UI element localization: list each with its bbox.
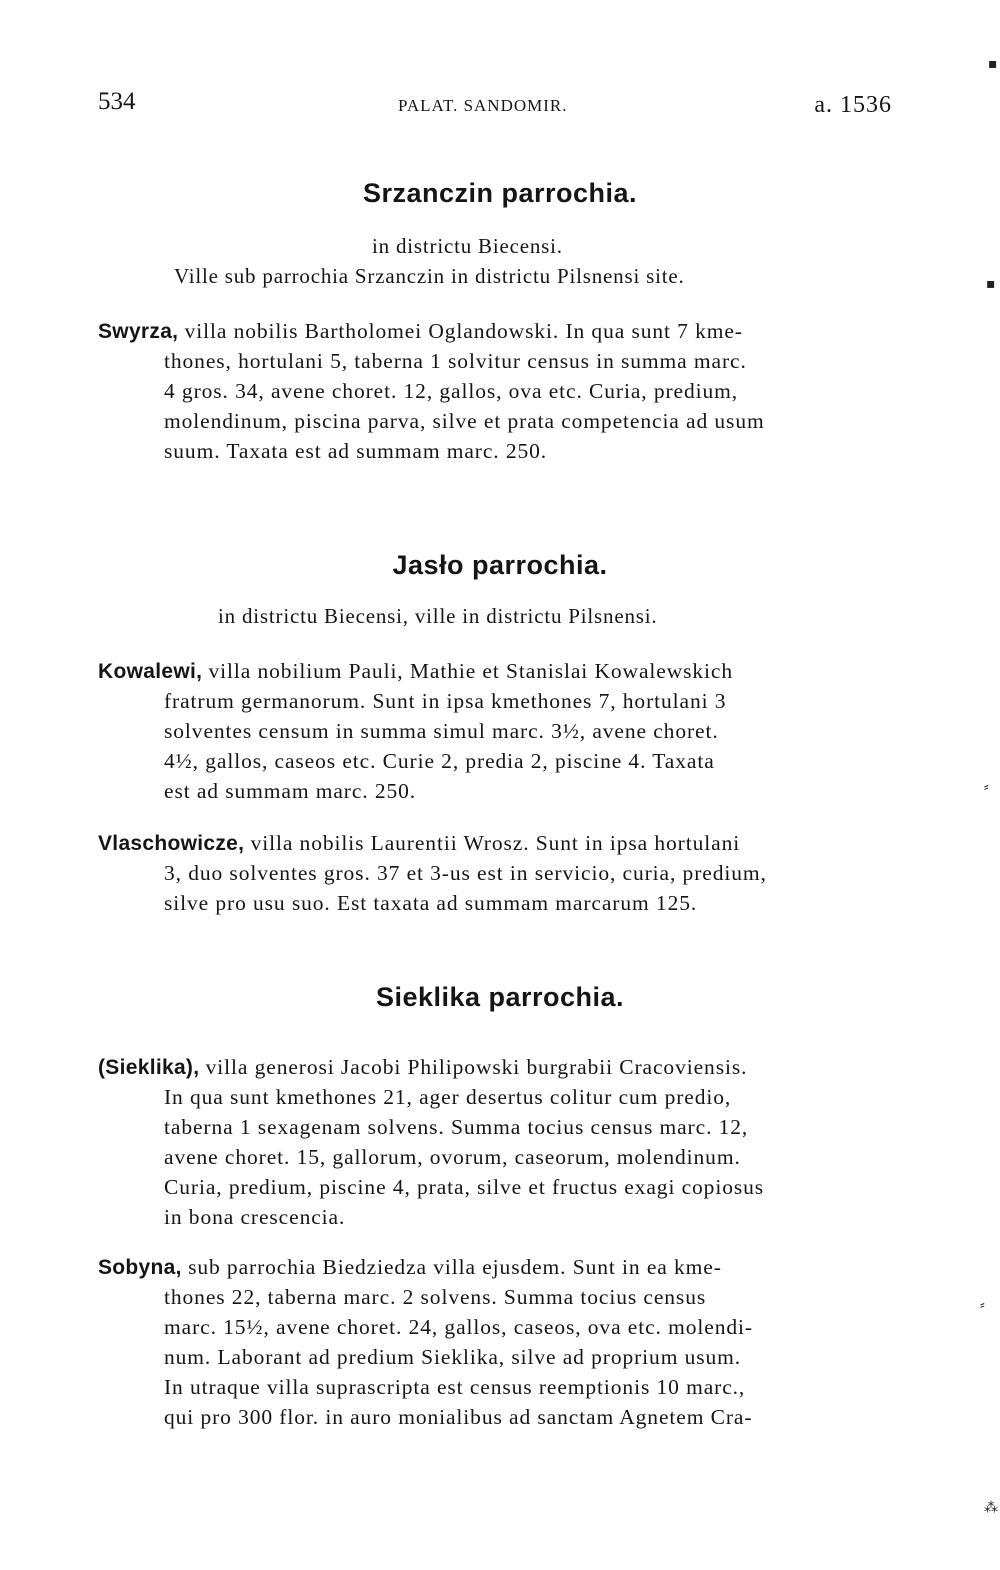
entry-line: 3, duo solventes gros. 37 et 3-us est in servicio, curia, predium, [164, 861, 767, 885]
section-subline: in districtu Biecensi. [372, 234, 563, 258]
scan-mark: ⸗ [980, 1297, 985, 1313]
entry-swyrza [98, 316, 888, 466]
entry-line: In qua sunt kmethones 21, ager desertus colitur cum predio, [164, 1085, 732, 1109]
entry-line: 4 gros. 34, avene choret. 12, gallos, ova etc. Curia, predium, [164, 379, 739, 403]
page-number: 534 [98, 88, 136, 115]
entry-line [98, 1252, 888, 1282]
scan-mark: ▪ [988, 56, 998, 72]
entry-line: thones, hortulani 5, taberna 1 solvitur census in summa marc. [164, 349, 747, 373]
entry-sobyna [98, 1252, 888, 1432]
entry-term: (Sieklika), [98, 1056, 200, 1079]
running-title: PALAT. SANDOMIR. [398, 96, 568, 115]
entry-vlaschowicze [98, 828, 888, 918]
entry-kowalewi [98, 656, 888, 806]
entry-line: fratrum germanorum. Sunt in ipsa kmethones 7, hortulani 3 [164, 689, 727, 713]
entry-line [98, 656, 888, 686]
section-heading-jaslo: Jasło parrochia. [392, 550, 608, 580]
entry-line: est ad summam marc. 250. [164, 779, 417, 803]
section-subline: Ville sub parrochia Srzanczin in districtu Pilsnensi site. [174, 264, 685, 288]
entry-line: taberna 1 sexagenam solvens. Summa tocius census marc. 12, [164, 1115, 749, 1139]
entry-line: silve pro usu suo. Est taxata ad summam marcarum 125. [164, 891, 698, 915]
entry-text: villa nobilis Laurentii Wrosz. Sunt in ipsa hortulani [244, 831, 741, 855]
entry-line: qui pro 300 flor. in auro monialibus ad sanctam Agnetem Cra- [164, 1405, 753, 1429]
entry-line [98, 828, 888, 858]
scan-mark: ⁂ [984, 1500, 998, 1516]
entry-term: Sobyna, [98, 1256, 182, 1279]
scan-mark: ▪ [986, 276, 996, 292]
entry-text: villa nobilium Pauli, Mathie et Stanislai Kowalewskich [202, 659, 734, 683]
section-heading-sieklika: Sieklika parrochia. [375, 982, 625, 1012]
section-subline: in districtu Biecensi, ville in districtu Pilsnensi. [218, 604, 658, 628]
entry-line: Curia, predium, piscine 4, prata, silve et fructus exagi copiosus [164, 1175, 765, 1199]
entry-line: suum. Taxata est ad summam marc. 250. [164, 439, 548, 463]
entry-line: num. Laborant ad predium Sieklika, silve ad proprium usum. [164, 1345, 742, 1369]
entry-line: thones 22, taberna marc. 2 solvens. Summa tocius census [164, 1285, 707, 1309]
entry-text: villa nobilis Bartholomei Oglandowski. In qua sunt 7 kme- [178, 319, 743, 343]
entry-text: villa generosi Jacobi Philipowski burgrabii Cracoviensis. [199, 1055, 748, 1079]
running-year: a. 1536 [814, 92, 892, 118]
entry-line: in bona crescencia. [164, 1205, 346, 1229]
scan-mark: ⸗ [984, 779, 989, 795]
entry-line: In utraque villa suprascripta est census reemptionis 10 marc., [164, 1375, 746, 1399]
entry-line [98, 316, 888, 346]
entry-term: Vlaschowicze, [98, 832, 245, 855]
entry-text: sub parrochia Biedziedza villa ejusdem. Sunt in ea kme- [181, 1255, 722, 1279]
running-header [98, 88, 892, 128]
entry-line: marc. 15½, avene choret. 24, gallos, caseos, ova etc. molendi- [164, 1315, 753, 1339]
entry-sieklika [98, 1052, 888, 1232]
section-heading-srzanczin: Srzanczin parrochia. [362, 178, 638, 208]
entry-line: solventes censum in summa simul marc. 3½, avene choret. [164, 719, 719, 743]
entry-term: Swyrza, [98, 320, 179, 343]
entry-term: Kowalewi, [98, 660, 203, 683]
entry-line: molendinum, piscina parva, silve et prata competencia ad usum [164, 409, 765, 433]
entry-line: avene choret. 15, gallorum, ovorum, caseorum, molendinum. [164, 1145, 741, 1169]
entry-line: 4½, gallos, caseos etc. Curie 2, predia 2, piscine 4. Taxata [164, 749, 715, 773]
entry-line [98, 1052, 888, 1082]
